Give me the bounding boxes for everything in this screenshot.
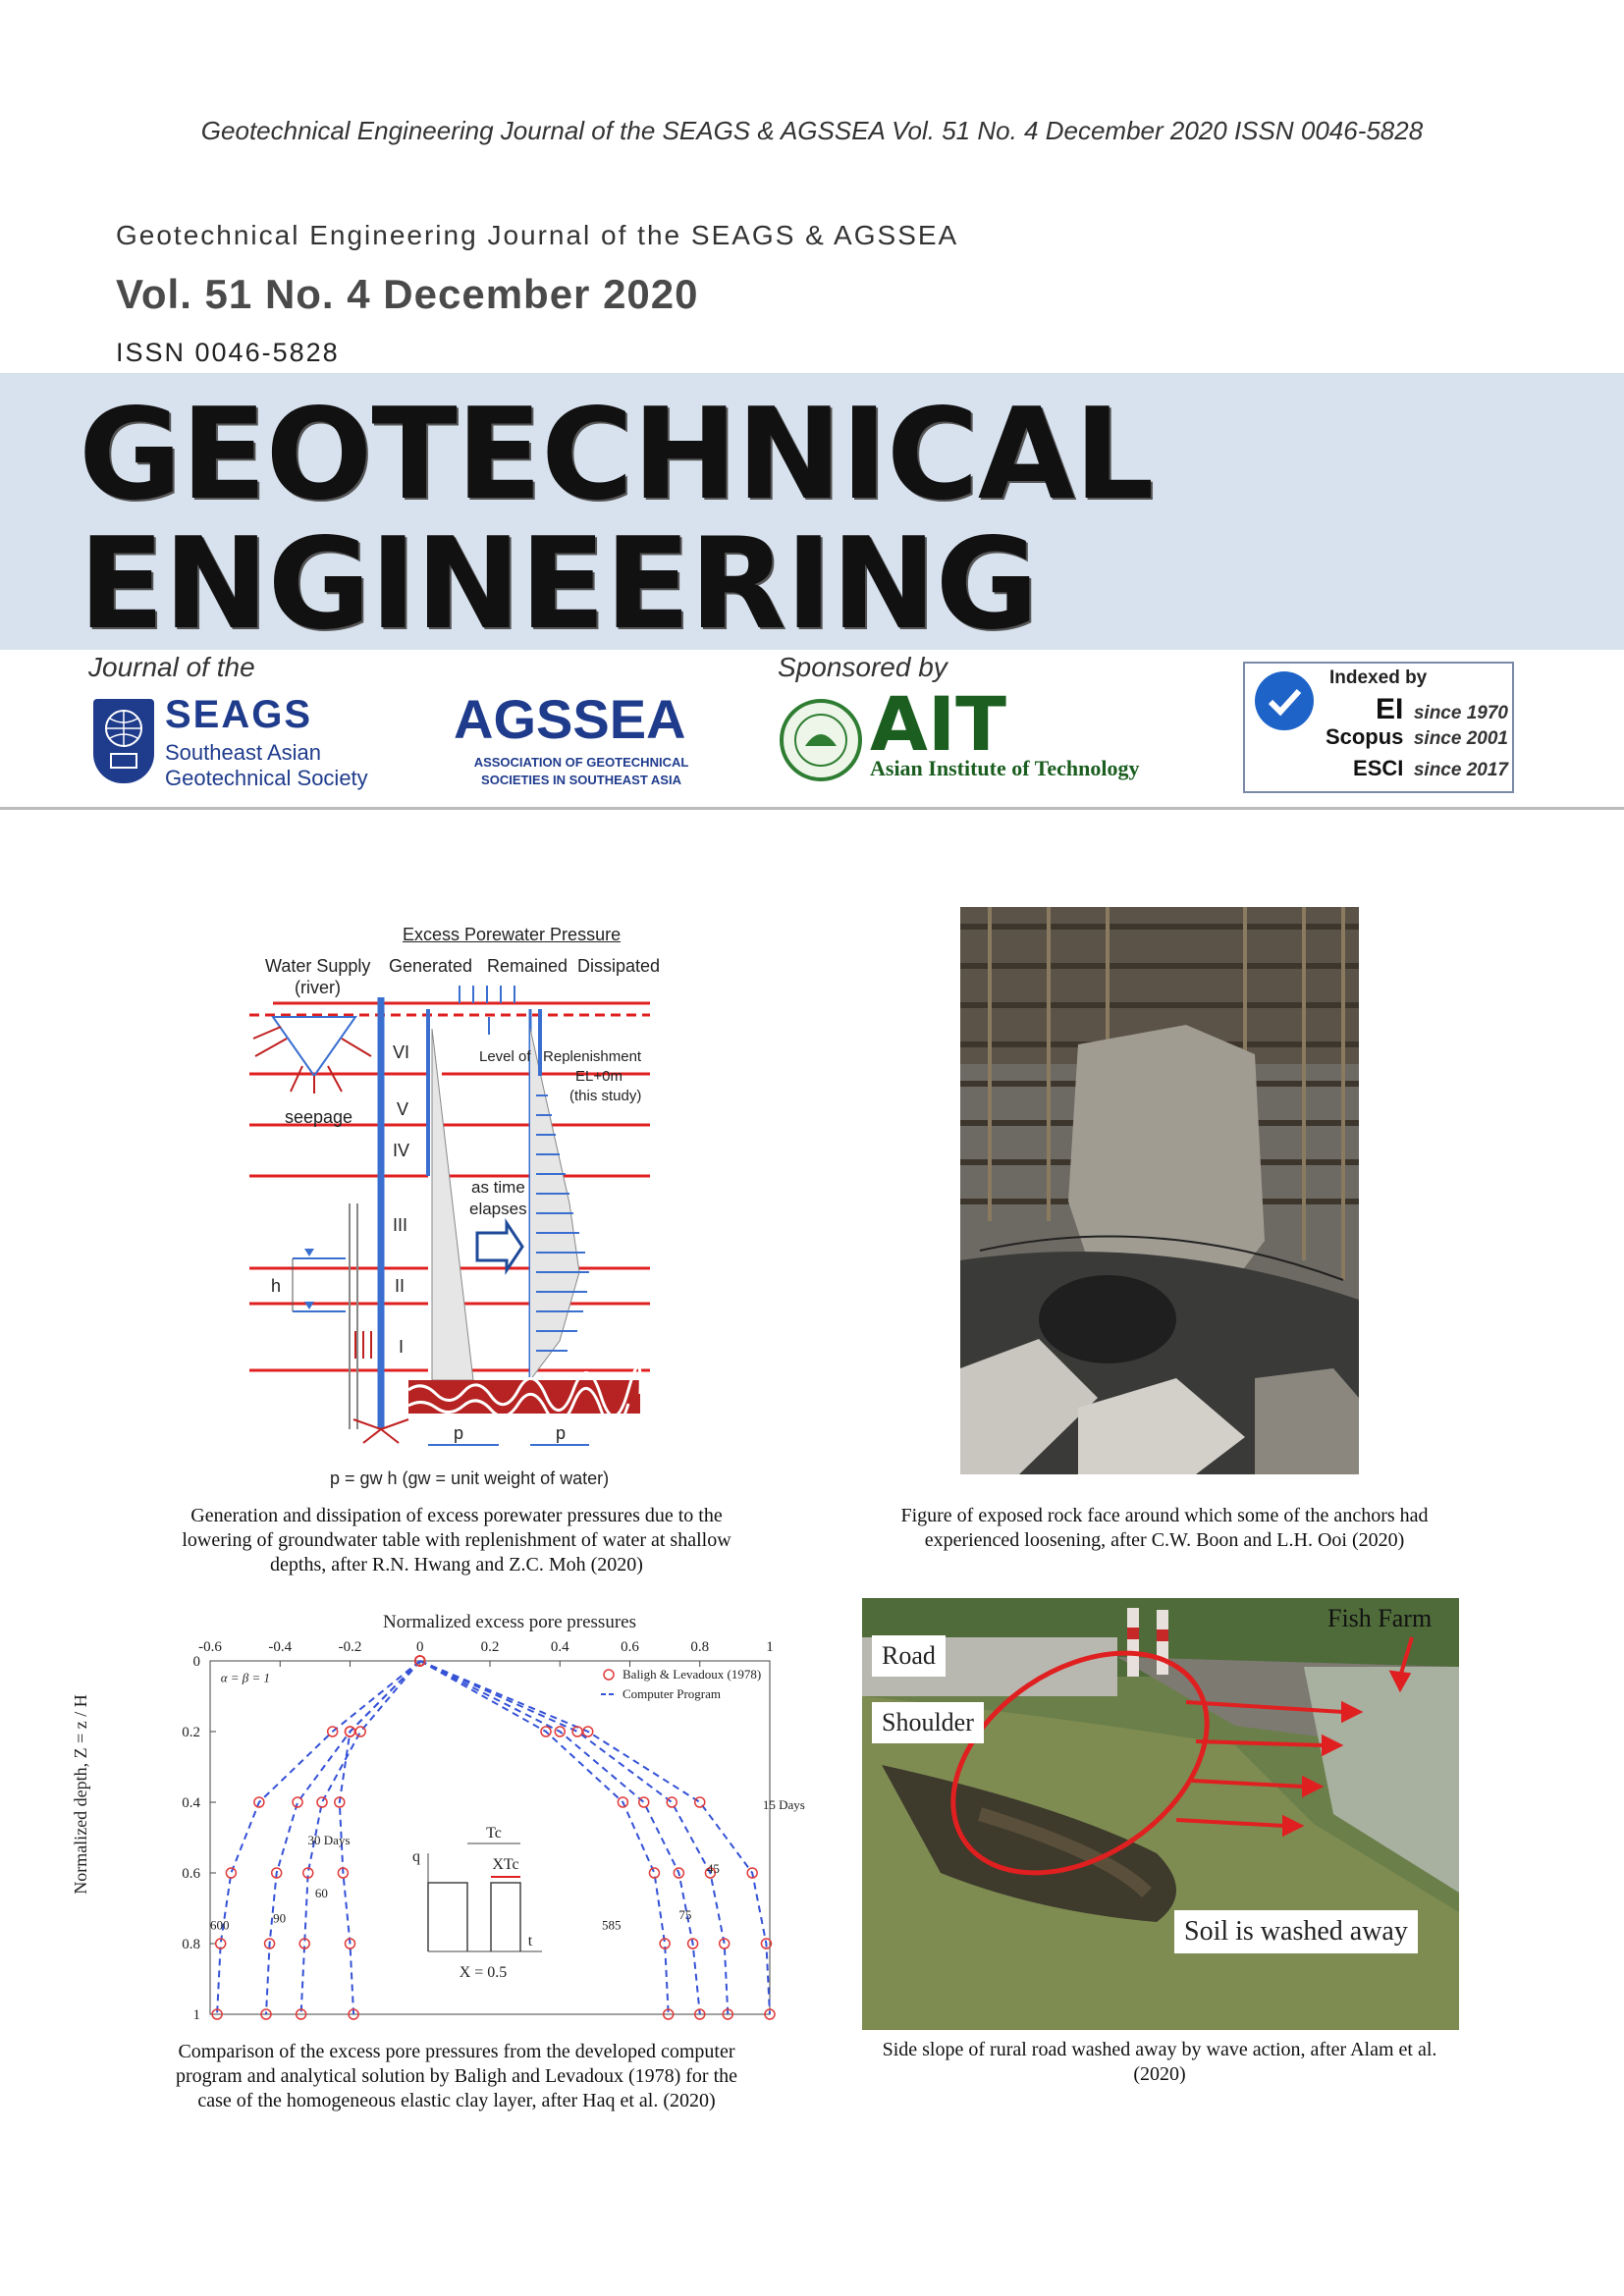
data-point xyxy=(226,1868,236,1878)
y-tick-label: 0.2 xyxy=(182,1725,200,1740)
rock-face-photo xyxy=(960,907,1359,1474)
ait-subtitle: Asian Institute of Technology xyxy=(870,756,1140,780)
series-line xyxy=(420,1661,700,2014)
x-tick-label: 0.6 xyxy=(621,1639,639,1655)
chart-plot-svg xyxy=(147,1608,805,2032)
data-point xyxy=(667,1797,677,1807)
running-header: Geotechnical Engineering Journal of the SEAGS & AGSSEA Vol. 51 No. 4 December 2020 ISSN 0046-5828 xyxy=(200,116,1424,145)
series-line xyxy=(420,1661,729,2014)
data-point xyxy=(317,1797,327,1807)
figure4-caption: Side slope of rural road washed away by wave action, after Alam et al. (2020) xyxy=(882,2039,1437,2085)
layer-label: I xyxy=(399,1337,405,1357)
layer-label: II xyxy=(395,1276,406,1296)
sponsored-by-label: Sponsored by xyxy=(778,652,947,682)
agssea-name: AGSSEA xyxy=(454,688,686,750)
inset-pulse xyxy=(491,1883,520,1951)
legend-marker xyxy=(604,1670,614,1680)
agssea-subtitle: ASSOCIATION OF GEOTECHNICAL SOCIETIES IN SOUTHEAST ASIA xyxy=(473,755,689,787)
index-list xyxy=(1316,693,1508,787)
curve-label: 585 xyxy=(602,1917,622,1933)
y-tick-label: 0.8 xyxy=(182,1937,200,1952)
seepage-label: seepage xyxy=(285,1107,353,1127)
inset-t-label: t xyxy=(527,1933,533,1949)
series-line xyxy=(420,1661,770,2014)
data-point xyxy=(355,1727,365,1736)
x-tick-label: -0.4 xyxy=(268,1639,293,1655)
seags-logo-icon xyxy=(93,699,154,783)
as-time-label: as time xyxy=(471,1178,525,1197)
index-row: EI since 1970 xyxy=(1376,693,1508,725)
cover-title-line1: GEOTECHNICAL xyxy=(79,382,1154,528)
p-label: p xyxy=(454,1423,464,1443)
journal-of-label: Journal of the xyxy=(88,652,255,682)
x-tick-label: 0.4 xyxy=(550,1639,569,1655)
index-row: Scopus since 2001 xyxy=(1325,724,1508,749)
elapses-label: elapses xyxy=(469,1200,527,1218)
layer-label: VI xyxy=(393,1042,410,1062)
porewater-diagram xyxy=(236,919,677,1498)
el-label: EL+0m xyxy=(575,1068,623,1085)
header-divider xyxy=(0,807,1624,810)
layer-label: V xyxy=(397,1099,409,1119)
layer-label: III xyxy=(393,1215,408,1235)
inset-pulse xyxy=(428,1883,467,1951)
x-tick-label: 0.2 xyxy=(480,1639,500,1655)
index-row: ESCI since 2017 xyxy=(1353,756,1508,780)
data-point xyxy=(639,1797,649,1807)
seags-name: SEAGS xyxy=(165,693,313,736)
x-tick-label: 0 xyxy=(416,1639,424,1655)
curve-label: 600 xyxy=(210,1917,230,1933)
this-study-label: (this study) xyxy=(569,1088,642,1104)
seags-subtitle: Southeast Asian Geotechnical Society xyxy=(165,740,368,790)
water-supply-label: Water Supply xyxy=(265,956,371,976)
series-line xyxy=(340,1661,420,2014)
road-label: Road xyxy=(872,1635,946,1677)
x-tick-label: 1 xyxy=(766,1639,774,1655)
river-label: (river) xyxy=(295,978,341,997)
col-dissipated: Dissipated xyxy=(577,956,661,976)
col-remained: Remained xyxy=(487,956,568,976)
replenishment-label: Level of Replenishment xyxy=(479,1048,642,1065)
p-label: p xyxy=(556,1423,567,1443)
y-tick-label: 0.4 xyxy=(182,1795,200,1811)
fish-farm-label: Fish Farm xyxy=(1327,1604,1433,1632)
road-slope-photo xyxy=(862,1598,1459,2030)
ait-seal-icon xyxy=(780,699,862,781)
layer-label: IV xyxy=(393,1141,410,1160)
inset-xtc-label: XTc xyxy=(492,1856,519,1873)
diagram-heading: Excess Porewater Pressure xyxy=(403,925,622,944)
legend-label: Baligh & Levadoux (1978) xyxy=(623,1667,762,1682)
curve-label: 45 xyxy=(706,1861,720,1876)
curve-label: 15 Days xyxy=(762,1797,805,1813)
chart-ylabel: Normalized depth, Z = z / H xyxy=(71,1694,90,1895)
formula-label: p = gw h (gw = unit weight of water) xyxy=(330,1468,610,1488)
data-point xyxy=(649,1868,659,1878)
figure2-caption: Figure of exposed rock face around which some of the anchors had experienced loosening, after C.W. Boon and L.H. Ooi (2020) xyxy=(900,1505,1429,1551)
shoulder-label: Shoulder xyxy=(872,1702,984,1743)
col-generated: Generated xyxy=(389,956,473,976)
legend-label: Computer Program xyxy=(623,1686,722,1701)
x-tick-label: 0.8 xyxy=(690,1639,710,1655)
x-tick-label: -0.2 xyxy=(338,1639,362,1655)
data-point xyxy=(695,1797,705,1807)
pore-pressure-chart xyxy=(71,1608,805,2032)
indexed-by-title: Indexed by xyxy=(1329,667,1428,688)
cover-title-line2: ENGINEERING xyxy=(79,511,1038,658)
curve-label: 30 Days xyxy=(307,1833,351,1848)
x-tick-label: -0.6 xyxy=(198,1639,222,1655)
y-tick-label: 1 xyxy=(192,2007,200,2023)
ait-name: AIT xyxy=(870,680,1006,768)
params-note: α = β = 1 xyxy=(220,1670,271,1685)
soil-washed-label: Soil is washed away xyxy=(1174,1910,1418,1953)
figure3-caption: Comparison of the excess pore pressures from the developed computer program and analytical solution by Baligh and Levadoux (1978) for the case of the homogeneous elastic clay layer, after Haq et al. (2020) xyxy=(175,2041,738,2111)
inset-x-label: X = 0.5 xyxy=(459,1964,508,1981)
inset-q-label: q xyxy=(412,1848,420,1865)
curve-label: 90 xyxy=(273,1910,287,1926)
issue-line: Vol. 51 No. 4 December 2020 xyxy=(116,271,699,317)
journal-name: Geotechnical Engineering Journal of the SEAGS & AGSSEA xyxy=(116,220,959,250)
inset-tc-label: Tc xyxy=(486,1825,502,1842)
curve-label: 75 xyxy=(678,1906,692,1922)
head-label: h xyxy=(271,1276,282,1296)
curve-label: 60 xyxy=(314,1886,328,1901)
y-tick-label: 0 xyxy=(192,1654,200,1670)
chart-title: Normalized excess pore pressures xyxy=(383,1612,636,1632)
figure1-caption: Generation and dissipation of excess porewater pressures due to the lowering of groundwater table with replenishment of water at shallow depths, after R.N. Hwang and Z.C. Moh (2020) xyxy=(182,1505,731,1575)
issn-line: ISSN 0046-5828 xyxy=(116,338,340,367)
y-tick-label: 0.6 xyxy=(182,1866,200,1882)
verified-badge-icon xyxy=(1255,671,1314,730)
